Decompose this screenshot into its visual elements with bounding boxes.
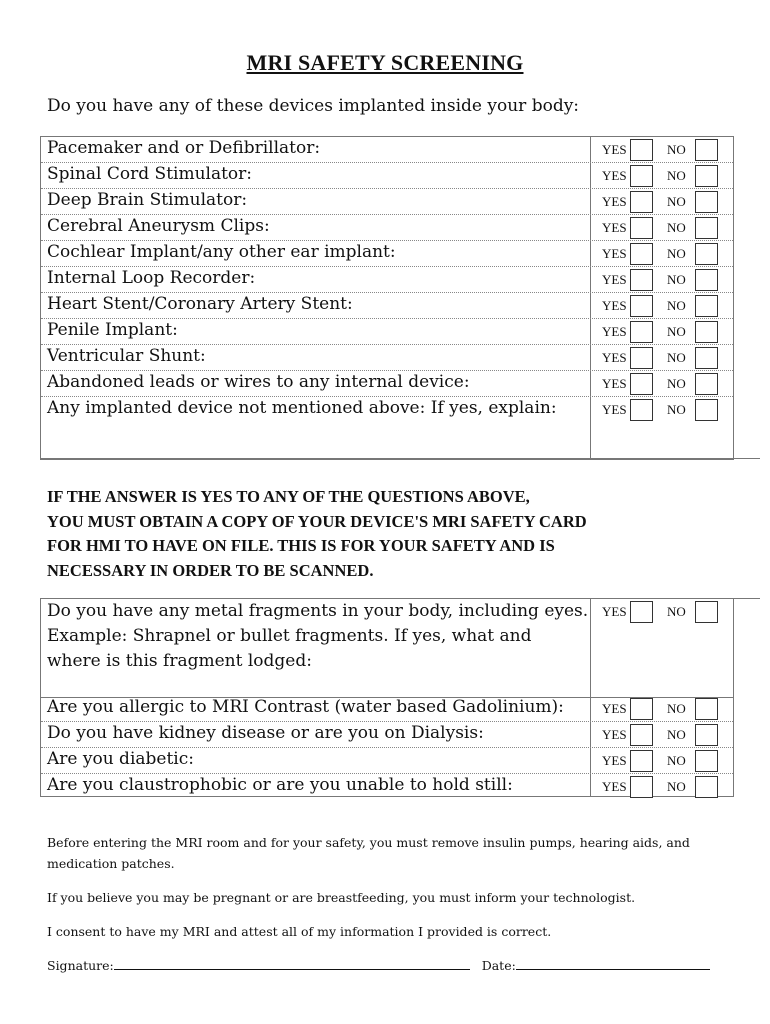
yes-no-group	[602, 243, 726, 265]
no-label: NO	[667, 350, 686, 365]
yes-no-group	[602, 295, 726, 317]
device-table	[40, 136, 734, 460]
question-row	[41, 267, 733, 293]
yes-checkbox[interactable]	[630, 191, 653, 213]
yes-no-group	[602, 139, 726, 161]
yes-checkbox[interactable]	[630, 347, 653, 369]
question-row	[41, 722, 733, 748]
notice-line: FOR HMI TO HAVE ON FILE. THIS IS FOR YOUR SAFETY AND IS	[47, 536, 555, 555]
question-row	[41, 241, 733, 267]
yes-checkbox[interactable]	[630, 295, 653, 317]
question-text: Penile Implant:	[47, 320, 178, 340]
no-label: NO	[667, 272, 686, 287]
consent-statement: I consent to have my MRI and attest all of my information I provided is correct.	[47, 924, 552, 939]
no-label: NO	[667, 194, 686, 209]
question-text: Ventricular Shunt:	[47, 346, 206, 366]
no-checkbox[interactable]	[695, 750, 718, 772]
no-label: NO	[667, 753, 686, 768]
no-label: NO	[667, 168, 686, 183]
other-rows	[41, 696, 733, 799]
yes-no-group	[602, 724, 726, 746]
question-row	[41, 293, 733, 319]
question-text: Are you allergic to MRI Contrast (water based Gadolinium):	[47, 697, 564, 717]
yes-checkbox[interactable]	[630, 601, 653, 623]
yes-label: YES	[602, 142, 627, 157]
no-label: NO	[667, 376, 686, 391]
yes-checkbox[interactable]	[630, 373, 653, 395]
question-text: Cochlear Implant/any other ear implant:	[47, 242, 396, 262]
no-checkbox[interactable]	[695, 373, 718, 395]
question-text: Are you claustrophobic or are you unable to hold still:	[47, 775, 513, 795]
no-checkbox[interactable]	[695, 698, 718, 720]
no-checkbox[interactable]	[695, 217, 718, 239]
signature-field[interactable]	[114, 957, 470, 970]
yes-label: YES	[602, 272, 627, 287]
yes-label: YES	[602, 350, 627, 365]
yes-label: YES	[602, 701, 627, 716]
page-title: MRI SAFETY SCREENING	[246, 50, 524, 75]
metal-question-line: Do you have any metal fragments in your body, including eyes.	[47, 601, 589, 621]
no-label: NO	[667, 779, 686, 794]
table-separator	[40, 458, 760, 459]
no-checkbox[interactable]	[695, 601, 718, 623]
no-label: NO	[667, 246, 686, 261]
no-label: NO	[667, 701, 686, 716]
no-checkbox[interactable]	[695, 191, 718, 213]
no-checkbox[interactable]	[695, 321, 718, 343]
yes-no-group	[602, 191, 726, 213]
yes-label: YES	[602, 246, 627, 261]
no-label: NO	[667, 298, 686, 313]
question-text: Abandoned leads or wires to any internal device:	[47, 372, 470, 392]
yes-no-group	[602, 750, 726, 772]
yes-checkbox[interactable]	[630, 724, 653, 746]
yes-checkbox[interactable]	[630, 776, 653, 798]
no-checkbox[interactable]	[695, 347, 718, 369]
yes-no-group	[602, 373, 726, 395]
question-row	[41, 163, 733, 189]
yes-label: YES	[602, 298, 627, 313]
question-text: Do you have kidney disease or are you on Dialysis:	[47, 723, 484, 743]
notice-line: YOU MUST OBTAIN A COPY OF YOUR DEVICE'S MRI SAFETY CARD	[47, 511, 587, 531]
question-row	[41, 137, 733, 163]
question-row	[41, 345, 733, 371]
yes-no-group	[602, 399, 726, 421]
pregnancy-notice: If you believe you may be pregnant or are breastfeeding, you must inform your technologist.	[47, 890, 636, 905]
yes-checkbox[interactable]	[630, 269, 653, 291]
yes-checkbox[interactable]	[630, 165, 653, 187]
no-label: NO	[667, 402, 686, 417]
yes-no-group	[602, 321, 726, 343]
removal-notice	[47, 832, 690, 874]
question-row	[41, 189, 733, 215]
metal-question-line: where is this fragment lodged:	[47, 651, 312, 671]
question-row	[41, 696, 733, 722]
question-text: Heart Stent/Coronary Artery Stent:	[47, 294, 353, 314]
yes-label: YES	[602, 194, 627, 209]
yes-no-group	[602, 165, 726, 187]
yes-label: YES	[602, 753, 627, 768]
no-checkbox[interactable]	[695, 139, 718, 161]
yes-checkbox[interactable]	[630, 750, 653, 772]
yes-label: YES	[602, 324, 627, 339]
question-text: Spinal Cord Stimulator:	[47, 164, 253, 184]
removal-line: Before entering the MRI room and for your safety, you must remove insulin pumps, hearing aids, and	[47, 835, 690, 850]
yes-checkbox[interactable]	[630, 217, 653, 239]
question-row	[41, 215, 733, 241]
no-checkbox[interactable]	[695, 269, 718, 291]
intro-text: Do you have any of these devices implanted inside your body:	[47, 96, 580, 116]
yes-checkbox[interactable]	[630, 321, 653, 343]
device-rows	[41, 137, 733, 469]
date-field[interactable]	[516, 957, 710, 970]
yes-checkbox[interactable]	[630, 139, 653, 161]
signature-row	[47, 955, 710, 976]
removal-line-cont: medication patches.	[47, 856, 175, 871]
question-text: Pacemaker and or Defibrillator:	[47, 138, 321, 158]
notice-line: IF THE ANSWER IS YES TO ANY OF THE QUESTIONS ABOVE,	[47, 487, 530, 506]
question-row	[41, 774, 733, 799]
signature-label: Signature:	[47, 958, 114, 973]
yes-checkbox[interactable]	[630, 243, 653, 265]
notice-line: NECESSARY IN ORDER TO BE SCANNED.	[47, 560, 374, 580]
yes-checkbox[interactable]	[630, 399, 653, 421]
question-text: Cerebral Aneurysm Clips:	[47, 216, 270, 236]
no-label: NO	[667, 324, 686, 339]
question-text: Are you diabetic:	[47, 749, 194, 769]
yes-label: YES	[602, 727, 627, 742]
question-row	[41, 319, 733, 345]
no-checkbox[interactable]	[695, 399, 718, 421]
yes-checkbox[interactable]	[630, 698, 653, 720]
metal-yes-no	[602, 601, 726, 623]
yes-no-group	[602, 217, 726, 239]
metal-question-block	[40, 598, 734, 698]
question-text: Deep Brain Stimulator:	[47, 190, 248, 210]
no-checkbox[interactable]	[695, 165, 718, 187]
no-checkbox[interactable]	[695, 724, 718, 746]
no-label: NO	[667, 604, 686, 619]
no-label: NO	[667, 142, 686, 157]
question-row	[41, 748, 733, 774]
yes-label: YES	[602, 604, 627, 619]
no-checkbox[interactable]	[695, 776, 718, 798]
yes-no-group	[602, 698, 726, 720]
notice-block	[47, 485, 587, 583]
metal-question-line: Example: Shrapnel or bullet fragments. If yes, what and	[47, 626, 532, 646]
other-questions-table	[40, 696, 734, 797]
yes-no-group	[602, 776, 726, 798]
question-text: Internal Loop Recorder:	[47, 268, 256, 288]
yes-no-group	[602, 347, 726, 369]
date-label: Date:	[481, 958, 516, 973]
no-checkbox[interactable]	[695, 243, 718, 265]
no-label: NO	[667, 727, 686, 742]
question-row	[41, 371, 733, 397]
question-text: Any implanted device not mentioned above: If yes, explain:	[47, 398, 557, 418]
yes-label: YES	[602, 402, 627, 417]
yes-label: YES	[602, 376, 627, 391]
yes-no-group	[602, 269, 726, 291]
yes-label: YES	[602, 220, 627, 235]
yes-label: YES	[602, 168, 627, 183]
no-checkbox[interactable]	[695, 295, 718, 317]
yes-label: YES	[602, 779, 627, 794]
no-label: NO	[667, 220, 686, 235]
metal-separator-right	[732, 598, 760, 599]
